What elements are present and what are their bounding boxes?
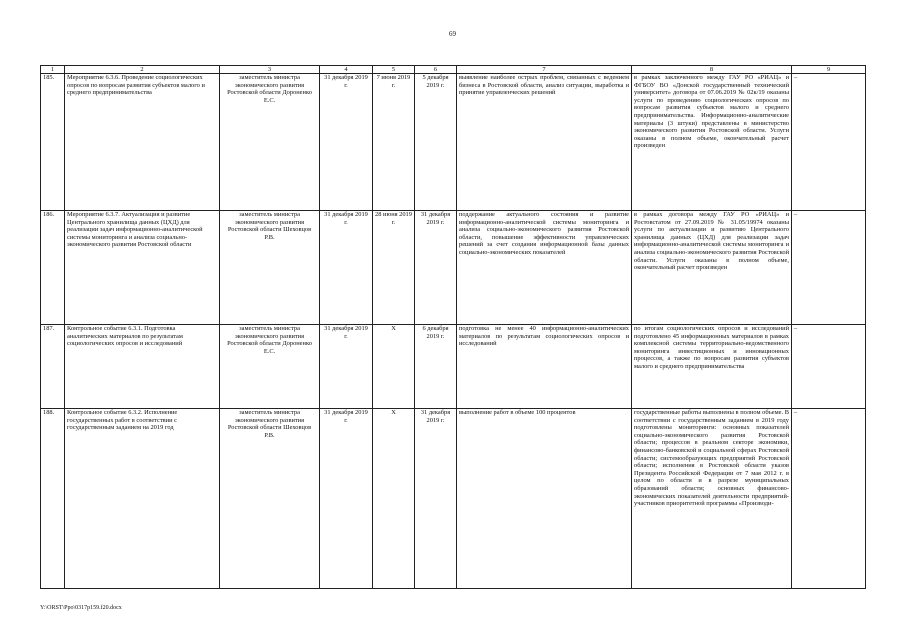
end-date: 5 декабря 2019 г. <box>415 74 457 211</box>
end-date: 31 декабря 2019 г. <box>415 409 457 589</box>
event-name: Мероприятие 6.3.7. Актуализация и развитие Центрального хранилища данных (ЦХД) для реализации задач информационно-аналитической системы мониторинга и анализа социально-экономического развития Ростовской области <box>65 211 220 325</box>
responsible-person: заместитель министра экономического развития Ростовской области Шеховцов Р.В. <box>220 409 320 589</box>
header-row <box>41 66 866 74</box>
start-date: 7 июня 2019 г. <box>373 74 415 211</box>
start-date: Х <box>373 409 415 589</box>
page-number: 69 <box>449 30 456 38</box>
table-row <box>41 74 866 211</box>
column-header: 6 <box>415 66 457 74</box>
plan-date: 31 декабря 2019 г. <box>320 74 373 211</box>
result-text: выполнение работ в объеме 100 процентов <box>457 409 632 589</box>
column-header: 9 <box>792 66 866 74</box>
column-header: 7 <box>457 66 632 74</box>
column-header: 1 <box>41 66 65 74</box>
end-date: 31 декабря 2019 г. <box>415 211 457 325</box>
info-text: по итогам социологических опросов и исследований подготовлено 45 информационных материалов в рамках комплексной системы территориально-ведомственного мониторинга инвестиционных и инновационных процессов, а также по вопросам развития субъектов малого и среднего предпринимательства <box>632 325 792 409</box>
responsible-person: заместитель министра экономического развития Ростовской области Дороненко Е.С. <box>220 325 320 409</box>
row-number: 188. <box>41 409 65 589</box>
result-text: поддержание актуального состояния и развитие информационно-аналитической системы мониторинга и анализа социально-экономического развития Ростовской области, повышение эффективности управленческих решений за счет создания информационной базы данных социально-экономических показателей <box>457 211 632 325</box>
plan-date: 31 декабря 2019 г. <box>320 211 373 325</box>
column-header: 3 <box>220 66 320 74</box>
event-name: Контрольное событие 6.3.2. Исполнение государственных работ в соответствии с государственным заданием на 2019 год <box>65 409 220 589</box>
column-header: 5 <box>373 66 415 74</box>
event-name: Мероприятие 6.3.6. Проведение социологических опросов по вопросам развития субъектов малого и среднего предпринимательства <box>65 74 220 211</box>
note-text: – <box>792 409 866 589</box>
note-text: – <box>792 74 866 211</box>
event-name: Контрольное событие 6.3.1. Подготовка аналитических материалов по результатам социологических опросов и исследований <box>65 325 220 409</box>
note-text: – <box>792 325 866 409</box>
responsible-person: заместитель министра экономического развития Ростовской области Шеховцов Р.В. <box>220 211 320 325</box>
table-row <box>41 211 866 325</box>
result-text: подготовка не менее 40 информационно-аналитических материалов по результатам социологических опросов и исследований <box>457 325 632 409</box>
column-header: 4 <box>320 66 373 74</box>
info-text: государственные работы выполнены в полном объеме. В соответствии с государственным заданием в 2019 году подготовлены мониторинги: основных показателей социально-экономического развития Ростовской области; процессов в реальном секторе экономики, финансово-банковской и социальной сферах Ростовской области; системообразующих предприятий Ростовской области; исполнения в Ростовской области указов Президента Российской Федерации от 7 мая 2012 г. в целом по области и в разрезе муниципальных образований области; основных финансово-экономических показателей деятельности предприятий-участников приоритетной программы «Производи- <box>632 409 792 589</box>
result-text: выявление наиболее острых проблем, связанных с ведением бизнеса в Ростовской области, анализ ситуации, выработка и принятие управленческих решений <box>457 74 632 211</box>
responsible-person: заместитель министра экономического развития Ростовской области Дороненко Е.С. <box>220 74 320 211</box>
start-date: 28 июня 2019 г. <box>373 211 415 325</box>
row-number: 187. <box>41 325 65 409</box>
row-number: 186. <box>41 211 65 325</box>
table-row <box>41 409 866 589</box>
column-header: 8 <box>632 66 792 74</box>
table-row <box>41 325 866 409</box>
file-path-footer: Y:\ORST\Ppo\0317p159.f20.docx <box>40 605 122 611</box>
column-header: 2 <box>65 66 220 74</box>
note-text: – <box>792 211 866 325</box>
start-date: Х <box>373 325 415 409</box>
plan-date: 31 декабря 2019 г. <box>320 325 373 409</box>
report-table <box>40 65 866 589</box>
plan-date: 31 декабря 2019 г. <box>320 409 373 589</box>
row-number: 185. <box>41 74 65 211</box>
info-text: в рамках договора между ГАУ РО «РИАЦ» и Ростовстатом от 27.09.2019 № 31.05/19974 оказаны услуги по актуализации и развитию Центрального хранилища данных (ЦХД) для реализации задач информационно-аналитической системы мониторинга и анализа социально-экономического развития Ростовской области. Услуги оказаны в полном объеме, окончательный расчет произведен <box>632 211 792 325</box>
info-text: в рамках заключенного между ГАУ РО «РИАЦ» и ФГБОУ ВО «Донской государственный технический университет» договора от 07.06.2019 № 02к/19 оказаны услуги по проведению социологических опросов по вопросам развития субъектов малого и среднего предпринимательства. Информационно-аналитические материалы (3 штуки) представлены в министерство экономического развития Ростовской области. Услуги оказаны в полном объеме, окончательный расчет произведен <box>632 74 792 211</box>
end-date: 6 декабря 2019 г. <box>415 325 457 409</box>
